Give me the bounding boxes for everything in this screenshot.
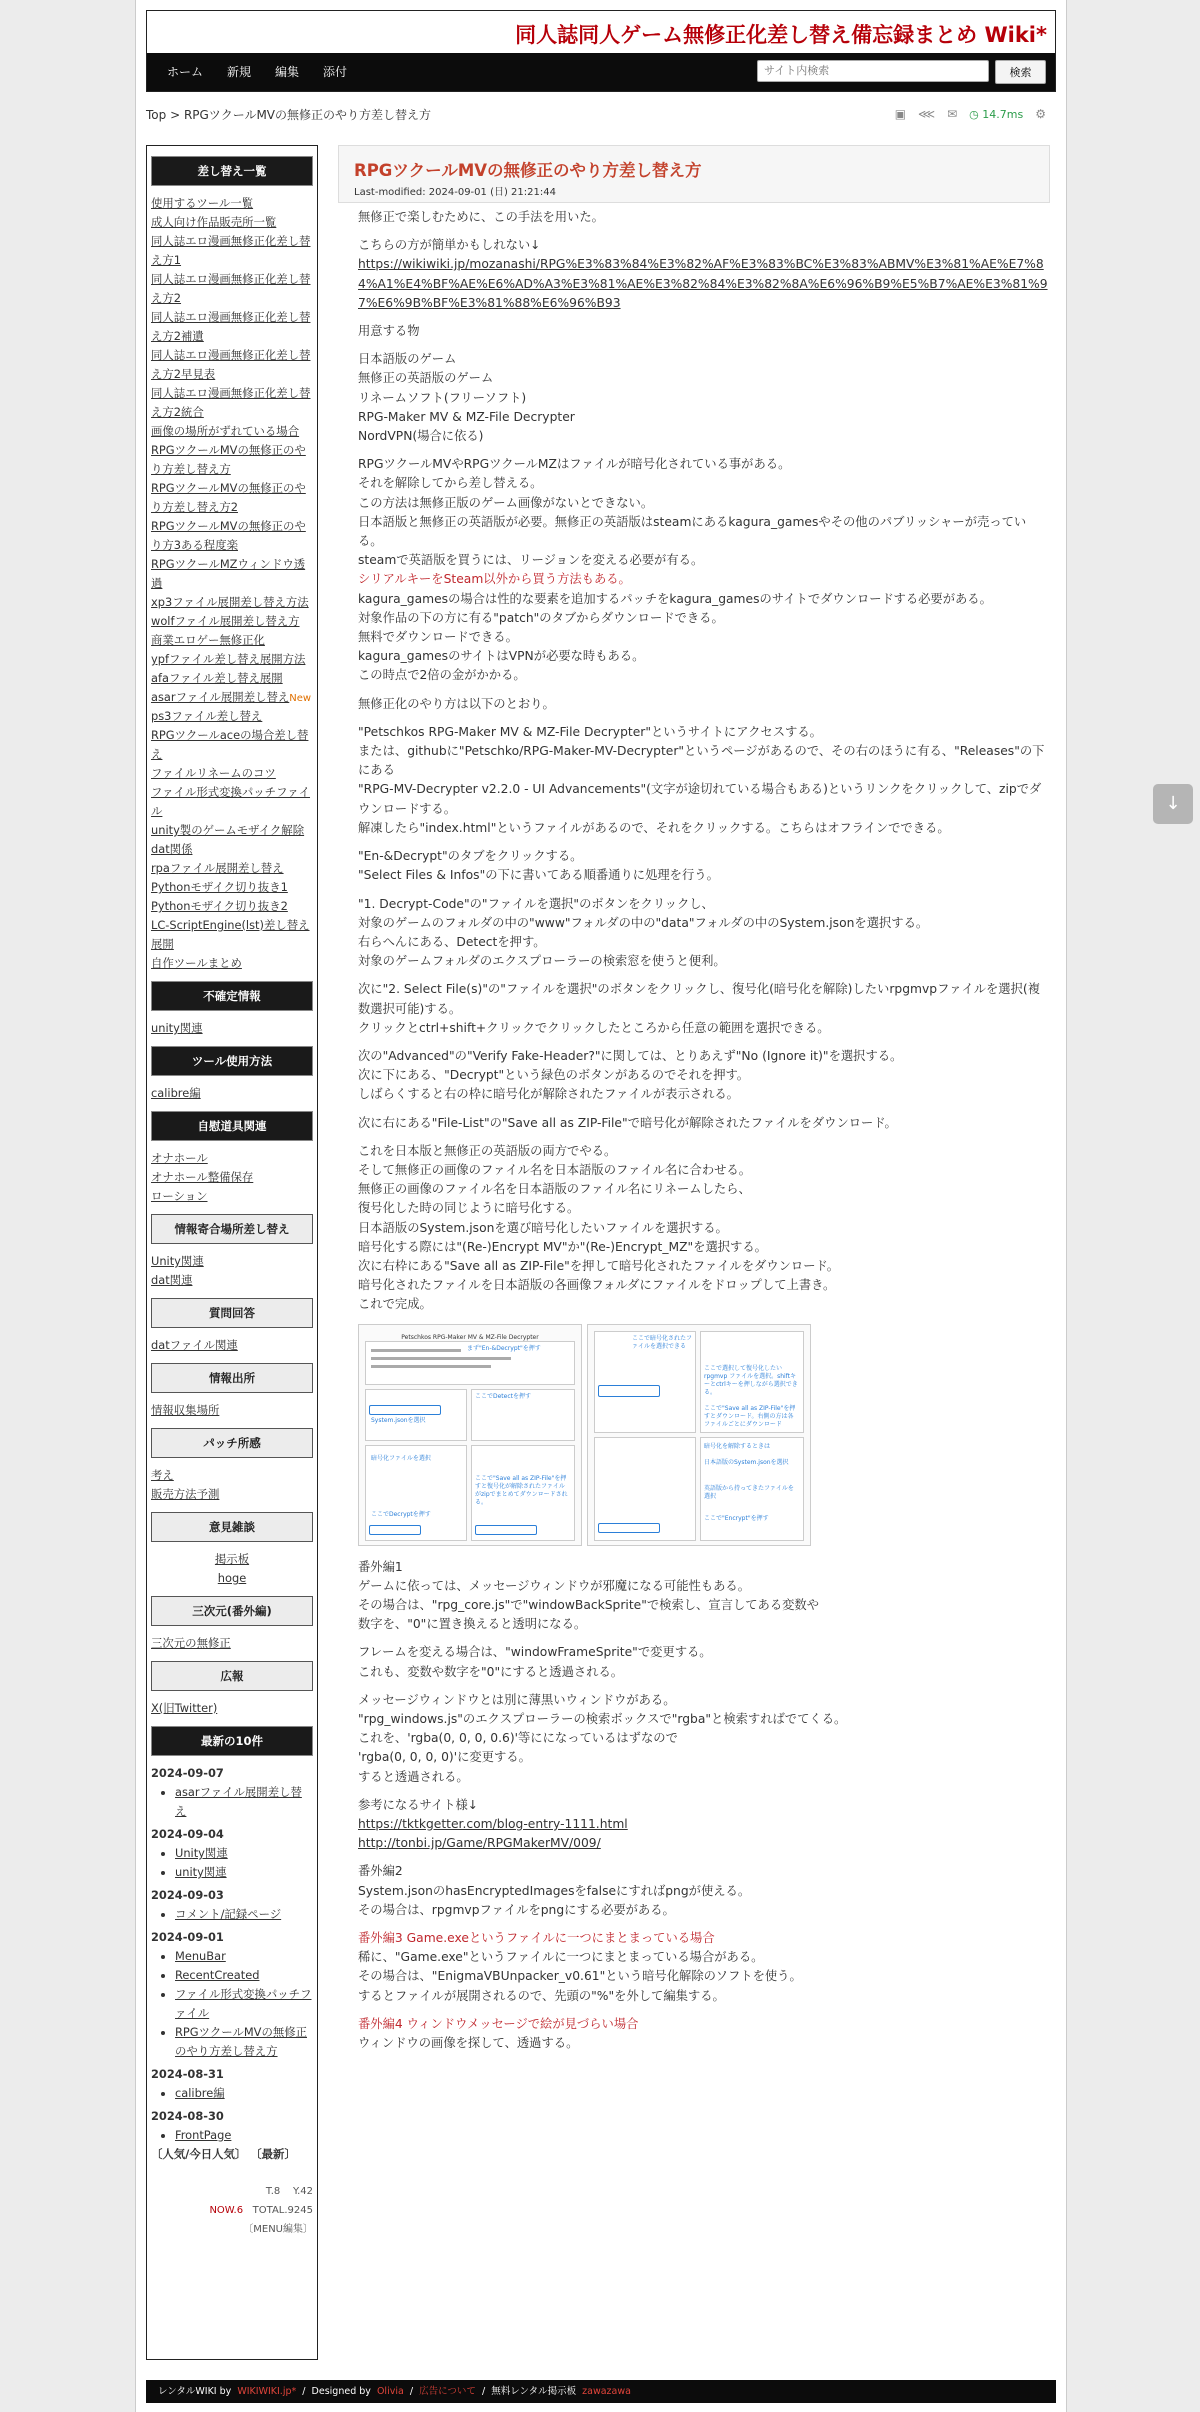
sidebar-section-title: 自慰道具関連 — [151, 1111, 313, 1141]
text-line: これを日本版と無修正の英語版の両方でやる。 — [358, 1143, 617, 1158]
alternative-link[interactable]: https://wikiwiki.jp/mozanashi/RPG%E3%83%84%E3%82%AF%E3%83%BC%E3%83%ABMV%E3%81%AE%E7%84%A1%E4%BF%AE%E6%AD%A3%E3%81%AE%E3%82%84%E3%82%8A%E6%96%B9%E5%B7%AE%E3%81%97%E6%9B%BF%E3%81%88%E6%96%B93 — [358, 257, 1048, 310]
site-header — [146, 10, 1056, 92]
recent-link[interactable]: Unity関連 — [175, 1846, 228, 1860]
sidebar-section-title: 情報出所 — [151, 1363, 313, 1393]
scroll-down-button[interactable]: ↓ — [1153, 784, 1193, 824]
requirements-heading: 用意する物 — [358, 324, 420, 339]
screenshot-decrypt-note: ここでDecryptを押す — [371, 1510, 431, 1518]
sidebar-link[interactable]: dat関係 — [151, 842, 193, 856]
recent-date: 2024-09-03 — [151, 1888, 224, 1902]
serial-key-note: シリアルキーをSteam以外から買う方法もある。 — [358, 572, 631, 587]
sidebar-link[interactable]: ローション — [151, 1189, 208, 1203]
extra3-lines — [358, 1950, 802, 2002]
breadcrumb-current: RPGツクールMVの無修正のやり方差し替え方 — [183, 108, 432, 122]
text-line: しばらくすると右の枠に暗号化が解除されたファイルが表示される。 — [358, 1087, 739, 1102]
intro-text: 無修正で楽しむために、この手法を用いた。 — [358, 210, 604, 224]
sidebar-link[interactable]: unity関連 — [151, 1021, 203, 1035]
sidebar-link[interactable]: 画像の場所がずれている場合 — [151, 424, 300, 438]
recent-item — [175, 1966, 313, 1985]
search-input[interactable] — [757, 60, 989, 82]
sidebar-link[interactable]: Pythonモザイク切り抜き1 — [151, 880, 288, 894]
text-line: そして無修正の画像のファイル名を日本語版のファイル名に合わせる。 — [358, 1162, 752, 1177]
sidebar-link[interactable]: ファイル形式変換パッチファイル — [151, 785, 311, 818]
recent-date: 2024-09-04 — [151, 1827, 224, 1841]
sidebar-link[interactable]: datファイル関連 — [151, 1338, 238, 1352]
sidebar-link[interactable]: unity製のゲームモザイク解除 — [151, 823, 305, 837]
extra1-frame — [358, 1643, 1048, 1681]
screenshot-decrypt-panel — [365, 1389, 467, 1441]
sidebar-link[interactable]: 同人誌エロ漫画無修正化差し替え方2統合 — [151, 386, 311, 419]
recent-footer-links — [151, 2145, 313, 2164]
sidebar-section-links — [151, 1336, 313, 1355]
recent-link[interactable]: calibre編 — [175, 2086, 225, 2100]
counter-now: NOW.6 — [209, 2205, 244, 2216]
sidebar-link[interactable]: RPGツクールaceの場合差し替え — [151, 728, 309, 761]
recent-item — [175, 1863, 313, 1882]
text-line: その場合は、"EnigmaVBUnpacker_v0.61"という暗号化解除のソフトを使う。 — [358, 1969, 802, 1984]
text-line: kagura_gamesの場合は性的な要素を追加するパッチをkagura_gamesのサイトでダウンロードする必要がある。 — [358, 591, 992, 606]
clock-icon: ◷ — [969, 107, 979, 121]
recent-list — [163, 1947, 313, 2061]
sidebar-link[interactable]: 情報収集場所 — [151, 1403, 220, 1417]
breadcrumb-top[interactable]: Top — [146, 108, 167, 122]
text-line: 日本語版と無修正の英語版が必要。無修正の英語版はsteamにあるkagura_gamesやその他のパブリッシャーが売っている。 — [358, 514, 1027, 549]
text-line: 次の"Advanced"の"Verify Fake-Header?"に関しては、とりあえず"No (Ignore it)"を選択する。 — [358, 1048, 903, 1063]
recent-link[interactable]: RPGツクールMVの無修正のやり方差し替え方 — [175, 2025, 308, 2058]
screenshot-encrypt-highlight — [598, 1385, 660, 1397]
text-line: 次に右枠にある"Save all as ZIP-File"を押して暗号化されたファイルをダウンロード。 — [358, 1258, 840, 1273]
screenshot-encrypt-note: 英語版から持ってきたファイルを選択 — [704, 1484, 794, 1500]
text-line: 日本語版のゲーム — [358, 352, 457, 367]
counter-line — [151, 2182, 313, 2201]
text-line: 暗号化する際には"(Re-)Encrypt MV"か"(Re-)Encrypt_MZ"を選択する。 — [358, 1239, 767, 1254]
alternative-note — [358, 236, 1048, 313]
text-line: または、githubに"Petschko/RPG-Maker-MV-Decrypter"というページがあるので、その右のほうに有る、"Releases"の下にある — [358, 744, 1045, 778]
step-reencrypt — [358, 1142, 1048, 1315]
sidebar-section-title: 三次元(番外編) — [151, 1596, 313, 1626]
sidebar-section-links — [151, 1252, 313, 1290]
text-line: "rpg_windows.js"のエクスプローラーの検索ボックスで"rgba"と検索すればでてくる。 — [358, 1711, 847, 1726]
sidebar-section-links — [151, 1019, 313, 1038]
sidebar-section-title: 意見雑談 — [151, 1512, 313, 1542]
screenshot-decrypt-note: まず"En-&Decrypt"を押す — [467, 1344, 541, 1352]
text-line: これも、変数や数字を"0"にすると透過される。 — [358, 1664, 624, 1679]
text-line: ゲームに依っては、メッセージウィンドウが邪魔になる可能性もある。 — [358, 1578, 751, 1593]
footer-separator: / — [481, 2386, 486, 2397]
text-line: 暗号化されたファイルを日本語版の各画像フォルダにファイルをドロップして上書き。 — [358, 1278, 836, 1293]
footer-rental: レンタルWIKI by — [158, 2386, 232, 2397]
extra2-title: 番外編2 — [358, 1864, 403, 1879]
text-line: 対象のゲームのフォルダの中の"www"フォルダの中の"data"フォルダの中のSystem.jsonを選択する。 — [358, 915, 929, 930]
recent-list — [163, 1905, 313, 1924]
nav-edit[interactable]: 編集 — [275, 65, 300, 79]
extra4-title: 番外編4 ウィンドウメッセージで絵が見づらい場合 — [358, 2016, 639, 2031]
recent-date: 2024-08-30 — [151, 2109, 224, 2123]
extra2-lines — [358, 1884, 750, 1917]
sidebar-section-links — [151, 1401, 313, 1420]
text-line: steamで英語版を買うには、リージョンを変える必要が有る。 — [358, 553, 704, 568]
sidebar-link[interactable]: xp3ファイル展開差し替え方法 — [151, 595, 309, 609]
screenshot-decrypt-note: 暗号化ファイルを選択 — [371, 1454, 431, 1462]
screenshot-decrypt[interactable] — [358, 1324, 582, 1546]
recent-list — [163, 2126, 313, 2145]
sidebar-link[interactable]: calibre編 — [151, 1086, 201, 1100]
text-line: "Petschkos RPG-Maker MV & MZ-File Decrypter"というサイトにアクセスする。 — [358, 724, 822, 739]
text-line: すると透過される。 — [358, 1769, 469, 1784]
screenshot-decrypt-highlight — [475, 1525, 537, 1535]
sidebar-link[interactable]: 同人誌エロ漫画無修正化差し替え方2早見表 — [151, 348, 311, 381]
sidebar-link[interactable]: ypfファイル差し替え展開方法 — [151, 652, 306, 666]
kagura-games-notes — [358, 592, 992, 683]
step-select-files — [358, 980, 1048, 1038]
text-line: リネームソフト(フリーソフト) — [358, 390, 527, 405]
sidebar-section-title: パッチ所感 — [151, 1428, 313, 1458]
last-modified: Last-modified: 2024-09-01 (日) 21:21:44 — [354, 187, 556, 198]
text-line: この方法は無修正版のゲーム画像がないとできない。 — [358, 495, 654, 510]
screenshot-encrypt-note: 日本語版のSystem.jsonを選択 — [704, 1458, 789, 1466]
text-line: 日本語版のSystem.jsonを選び暗号化したいファイルを選択する。 — [358, 1220, 728, 1235]
sidebar-section-title: 情報寄合場所差し替え — [151, 1214, 313, 1244]
sidebar-link[interactable]: X(旧Twitter) — [151, 1701, 218, 1715]
recent-link[interactable]: コメント/記録ページ — [175, 1907, 282, 1921]
sidebar-link[interactable]: 成人向け作品販売所一覧 — [151, 215, 277, 229]
screenshot-decrypt-line — [371, 1365, 491, 1368]
text-line: kagura_gamesのサイトはVPNが必要な時もある。 — [358, 649, 645, 664]
recent-list — [163, 1783, 313, 1821]
sidebar-link[interactable]: afaファイル差し替え展開 — [151, 671, 283, 685]
sidebar-link[interactable]: 同人誌エロ漫画無修正化差し替え方2 — [151, 272, 311, 305]
encryption-explanation — [358, 455, 1048, 685]
recent-updates-title: 最新の10件 — [151, 1726, 313, 1756]
alternative-label: こちらの方が簡単かもしれない↓ — [358, 238, 541, 253]
recent-link[interactable]: RecentCreated — [175, 1968, 260, 1982]
counter-total: TOTAL.9245 — [252, 2205, 313, 2216]
sidebar-section-links — [151, 1699, 313, 1718]
sidebar-link[interactable]: wolfファイル展開差し替え方 — [151, 614, 300, 628]
reference-link-tktkgetter[interactable]: https://tktkgetter.com/blog-entry-1111.html — [358, 1817, 628, 1831]
step-decrypt-tab — [358, 847, 1048, 885]
extra1-lines — [358, 1579, 819, 1631]
references — [358, 1796, 1048, 1854]
nav-home[interactable]: ホーム — [167, 65, 204, 79]
recent-date: 2024-08-31 — [151, 2067, 224, 2081]
recent-link[interactable]: ファイル形式変換パッチファイル — [175, 1987, 312, 2020]
screenshot-decrypt-line — [371, 1357, 511, 1360]
sidebar-link[interactable]: Unity関連 — [151, 1254, 204, 1268]
sidebar-link[interactable]: ps3ファイル差し替え — [151, 709, 263, 723]
text-line: 無修正の英語版のゲーム — [358, 371, 494, 386]
recent-date: 2024-09-01 — [151, 1930, 224, 1944]
sidebar-section-links — [151, 1550, 313, 1588]
recent-item — [175, 1783, 313, 1821]
page-title: RPGツクールMVの無修正のやり方差し替え方 — [354, 161, 702, 180]
recent-link[interactable]: unity関連 — [175, 1865, 227, 1879]
recent-item — [175, 2023, 313, 2061]
extra3-section — [358, 1929, 1048, 2006]
text-line: 無料でダウンロードできる。 — [358, 630, 518, 645]
sidebar-link[interactable]: 商業エロゲー無修正化 — [151, 633, 265, 647]
counter-yesterday: Y.42 — [293, 2186, 313, 2197]
extra1-dark-window — [358, 1691, 1048, 1787]
step-file-list: 次に右にある"File-List"の"Save all as ZIP-File"で暗号化が解除されたファイルをダウンロード。 — [358, 1115, 897, 1130]
sidebar-link[interactable]: hoge — [217, 1571, 247, 1585]
text-line: その場合は、rpgmvpファイルをpngにする必要がある。 — [358, 1902, 675, 1917]
page-frame — [135, 0, 1067, 2412]
sidebar-section-title: 質問回答 — [151, 1298, 313, 1328]
text-line: "1. Decrypt-Code"の"ファイルを選択"のボタンをクリックし、 — [358, 896, 714, 911]
sidebar-section-title: ツール使用方法 — [151, 1046, 313, 1076]
text-line: メッセージウィンドウとは別に薄黒いウィンドウがある。 — [358, 1692, 676, 1707]
extra1-title: 番外編1 — [358, 1559, 403, 1574]
page-toolbar — [895, 105, 1046, 123]
text-line: 'rgba(0, 0, 0, 0)'に変更する。 — [358, 1750, 531, 1765]
nav-attach[interactable]: 添付 — [323, 65, 348, 79]
sidebar-link[interactable]: 自作ツールまとめ — [151, 956, 242, 970]
sidebar-link[interactable]: RPGツクールMZウィンドウ透過 — [151, 557, 306, 590]
step-advanced — [358, 1047, 1048, 1105]
screenshot-decrypt-highlight — [369, 1405, 441, 1415]
top-navbar — [147, 53, 1055, 91]
footer-bbs: 無料レンタル掲示板 — [491, 2386, 577, 2397]
text-line: System.jsonのhasEncryptedImagesをfalseにすればpngが使える。 — [358, 1883, 751, 1898]
text-line: この時点で2倍の金がかかる。 — [358, 668, 526, 683]
text-line: 無修正の画像のファイル名を日本語版のファイル名にリネームしたら、 — [358, 1182, 751, 1197]
encryption-explanation-lines — [358, 457, 1026, 567]
sidebar-link[interactable]: 考え — [151, 1468, 174, 1482]
text-line: 対象のゲームフォルダのエクスプローラーの検索窓を使うと便利。 — [358, 954, 726, 969]
sidebar-link[interactable]: Pythonモザイク切り抜き2 — [151, 899, 288, 913]
sidebar-section-title: 差し替え一覧 — [151, 156, 313, 186]
screenshot-encrypt[interactable] — [587, 1324, 811, 1546]
footer-separator: / — [302, 2386, 306, 2397]
text-line: 右らへんにある、Detectを押す。 — [358, 934, 546, 949]
text-line: 次に下にある、"Decrypt"という緑色のボタンがあるのでそれを押す。 — [358, 1068, 750, 1083]
text-line: "RPG-MV-Decrypter v2.2.0 - UI Advancements"(文字が途切れている場合もある)というリンクをクリックして、zipでダウンロードする。 — [358, 782, 1042, 816]
footer-brand-link[interactable]: WIKIWIKI.jp* — [237, 2386, 297, 2397]
screenshot-encrypt-note: 暗号化を解除するときは — [704, 1442, 771, 1450]
search-button[interactable]: 検索 — [995, 60, 1046, 84]
screenshot-encrypt-note: ここで選択して復号化したいrpgmvp ファイルを選択。shiftキーとctrlキーを押しながら選択できる。 — [704, 1364, 798, 1396]
latest-link[interactable]: 〔最新〕 — [250, 2147, 296, 2161]
step-decrypter-site — [358, 723, 1048, 838]
extra1-section — [358, 1558, 1048, 1635]
text-line: RPGツクールMVやRPGツクールMZはファイルが暗号化されている事がある。 — [358, 457, 791, 472]
recent-item — [175, 2084, 313, 2103]
mail-icon[interactable]: ✉ — [947, 107, 958, 121]
recent-list — [163, 1844, 313, 1882]
recent-list — [163, 2084, 313, 2103]
screenshot-decrypt-note: System.jsonを選択 — [371, 1416, 426, 1424]
extra4-text: ウィンドウの画像を探して、透過する。 — [358, 2036, 579, 2051]
sidebar-link[interactable]: RPGツクールMVの無修正のやり方差し替え方 — [151, 443, 306, 476]
recent-item — [175, 1844, 313, 1863]
text-line: 解凍したら"index.html"というファイルがあるので、それをクリックする。こちらはオフラインでできる。 — [358, 820, 950, 835]
text-line: 次に"2. Select File(s)"の"ファイルを選択"のボタンをクリックし、復号化(暗号化を解除)したいrpgmvpファイルを選択(複数選択可能)する。 — [358, 982, 1040, 1016]
footer-separator: / — [409, 2386, 414, 2397]
text-line: それを解除してから差し替える。 — [358, 476, 543, 491]
counter-box — [151, 2182, 313, 2239]
article-content — [358, 208, 1048, 2062]
sidebar-link[interactable]: 同人誌エロ漫画無修正化差し替え方1 — [151, 234, 311, 267]
screenshot-decrypt-note: ここでDetectを押す — [475, 1392, 532, 1400]
text-line: フレームを変える場合は、"windowFrameSprite"で変更する。 — [358, 1645, 712, 1660]
requirements-list — [358, 350, 1048, 446]
counter-line — [151, 2201, 313, 2220]
footer-ad-link[interactable]: 広告について — [419, 2386, 476, 2397]
share-icon[interactable]: ⋘ — [918, 107, 936, 121]
footer-bbs-link[interactable]: zawazawa — [582, 2386, 631, 2397]
footer-designer-link[interactable]: Olivia — [376, 2386, 404, 2397]
extra3-title: 番外編3 Game.exeというファイルに一つにまとまっている場合 — [358, 1931, 715, 1946]
sidebar-link[interactable]: オナホール — [151, 1151, 208, 1165]
text-line: "En-&Decrypt"のタブをクリックする。 — [358, 849, 583, 864]
text-line: RPG-Maker MV & MZ-File Decrypter — [358, 409, 575, 424]
screenshot-encrypt-highlight — [598, 1523, 660, 1533]
recent-link[interactable]: asarファイル展開差し替え — [175, 1785, 302, 1818]
screenshots-row — [358, 1324, 1048, 1546]
new-badge: New — [289, 693, 312, 704]
sidebar-link[interactable]: rpaファイル展開差し替え — [151, 861, 284, 875]
references-title: 参考になるサイト様↓ — [358, 1797, 479, 1812]
breadcrumb — [146, 106, 431, 123]
method-intro: 無修正化のやり方は以下のとおり。 — [358, 696, 555, 711]
recent-item — [175, 1947, 313, 1966]
menu-edit-link[interactable]: 〔MENU編集〕 — [243, 2224, 313, 2235]
extra4-section — [358, 2015, 1048, 2053]
sidebar-link[interactable]: 販売方法予測 — [151, 1487, 220, 1501]
text-line: その場合は、"rpg_core.js"で"windowBackSprite"で検索し、宣言してある変数や — [358, 1597, 820, 1612]
text-line: 復号化した時の同じように暗号化する。 — [358, 1201, 580, 1216]
text-line: これを、'rgba(0, 0, 0, 0.6)'等にになっているはずなので — [358, 1731, 678, 1746]
text-line: 数字を、"0"に置き換えると透明になる。 — [358, 1617, 587, 1632]
sidebar-link[interactable]: RPGツクールMVの無修正のやり方3ある程度楽 — [151, 519, 306, 552]
sidebar-link[interactable]: dat関連 — [151, 1273, 193, 1287]
sidebar-section-links — [151, 194, 313, 973]
text-line: 稀に、"Game.exe"というファイルに一つにまとまっている場合がある。 — [358, 1950, 764, 1965]
sidebar-section-links — [151, 1149, 313, 1206]
nav-new[interactable]: 新規 — [227, 65, 252, 79]
text-line: するとファイルが展開されるので、先頭の"%"を外して編集する。 — [358, 1988, 725, 2003]
sidebar-section-title: 広報 — [151, 1661, 313, 1691]
recent-item — [175, 1985, 313, 2023]
text-line: NordVPN(場合に依る) — [358, 429, 484, 444]
text-line: これで完成。 — [358, 1297, 432, 1312]
sidebar-link[interactable]: LC-ScriptEngine(lst)差し替え展開 — [151, 918, 310, 951]
sidebar-link[interactable]: 同人誌エロ漫画無修正化差し替え方2補遺 — [151, 310, 311, 343]
text-line: 対象作品の下の方に有る"patch"のタブからダウンロードできる。 — [358, 610, 724, 625]
screenshot-encrypt-note: ここで"Save all as ZIP-File"を押すとダウンロード。右側の方は各ファイルごとにダウンロード — [704, 1404, 796, 1428]
breadcrumb-separator: > — [166, 108, 184, 122]
sidebar-section-title: 不確定情報 — [151, 981, 313, 1011]
recent-date: 2024-09-07 — [151, 1766, 224, 1780]
screenshot-decrypt-title: Petschkos RPG-Maker MV & MZ-File Decrypter — [401, 1333, 539, 1341]
extra2-section — [358, 1862, 1048, 1920]
sidebar — [146, 145, 318, 2360]
sidebar-section-links — [151, 1084, 313, 1103]
response-time — [969, 108, 1023, 121]
screenshot-encrypt-note: ここで"Encrypt"を押す — [704, 1514, 769, 1522]
sidebar-link[interactable]: asarファイル展開差し替え — [151, 690, 290, 704]
sidebar-link[interactable]: ファイルリネームのコツ — [151, 766, 276, 780]
recent-link[interactable]: FrontPage — [175, 2128, 232, 2142]
recent-link[interactable]: MenuBar — [175, 1949, 226, 1963]
step-decrypt-code — [358, 895, 1048, 972]
text-line: "Select Files & Infos"の下に書いてある順番通りに処理を行う。 — [358, 868, 719, 883]
sidebar-section-links — [151, 1634, 313, 1653]
site-footer — [146, 2380, 1056, 2403]
popular-link[interactable]: 〔人気/今日人気〕 — [151, 2147, 247, 2161]
gear-icon[interactable]: ⚙ — [1035, 107, 1046, 121]
screenshot-encrypt-note: ここで暗号化されたファイルを選択できる — [632, 1334, 693, 1350]
recent-item — [175, 1905, 313, 1924]
footer-designed: Designed by — [311, 2386, 371, 2397]
sidebar-link[interactable]: 掲示板 — [214, 1552, 250, 1566]
sidebar-link[interactable]: RPGツクールMVの無修正のやり方差し替え方2 — [151, 481, 306, 514]
response-time-value: 14.7ms — [982, 107, 1024, 121]
counter-today: T.8 — [265, 2186, 281, 2197]
site-title[interactable]: 同人誌同人ゲーム無修正化差し替え備忘録まとめ Wiki* — [515, 23, 1047, 47]
screenshot-decrypt-line — [371, 1349, 461, 1352]
recent-item — [175, 2126, 313, 2145]
screenshot-decrypt-note: ここで"Save all as ZIP-File"を押すと復号化が解除されたファイルがzipでまとめてダウンロードされる。 — [475, 1474, 568, 1506]
title-box — [338, 145, 1050, 203]
screenshot-decrypt-highlight — [369, 1525, 421, 1535]
lock-icon[interactable]: ▣ — [894, 107, 907, 121]
text-line: クリックとctrl+shift+クリックでクリックしたところから任意の範囲を選択できる。 — [358, 1020, 830, 1035]
sidebar-link[interactable]: 使用するツール一覧 — [151, 196, 254, 210]
sidebar-link[interactable]: 三次元の無修正 — [151, 1636, 231, 1650]
sidebar-section-links — [151, 1466, 313, 1504]
sidebar-link[interactable]: オナホール整備保存 — [151, 1170, 254, 1184]
reference-link-tonbi[interactable]: http://tonbi.jp/Game/RPGMakerMV/009/ — [358, 1836, 601, 1851]
